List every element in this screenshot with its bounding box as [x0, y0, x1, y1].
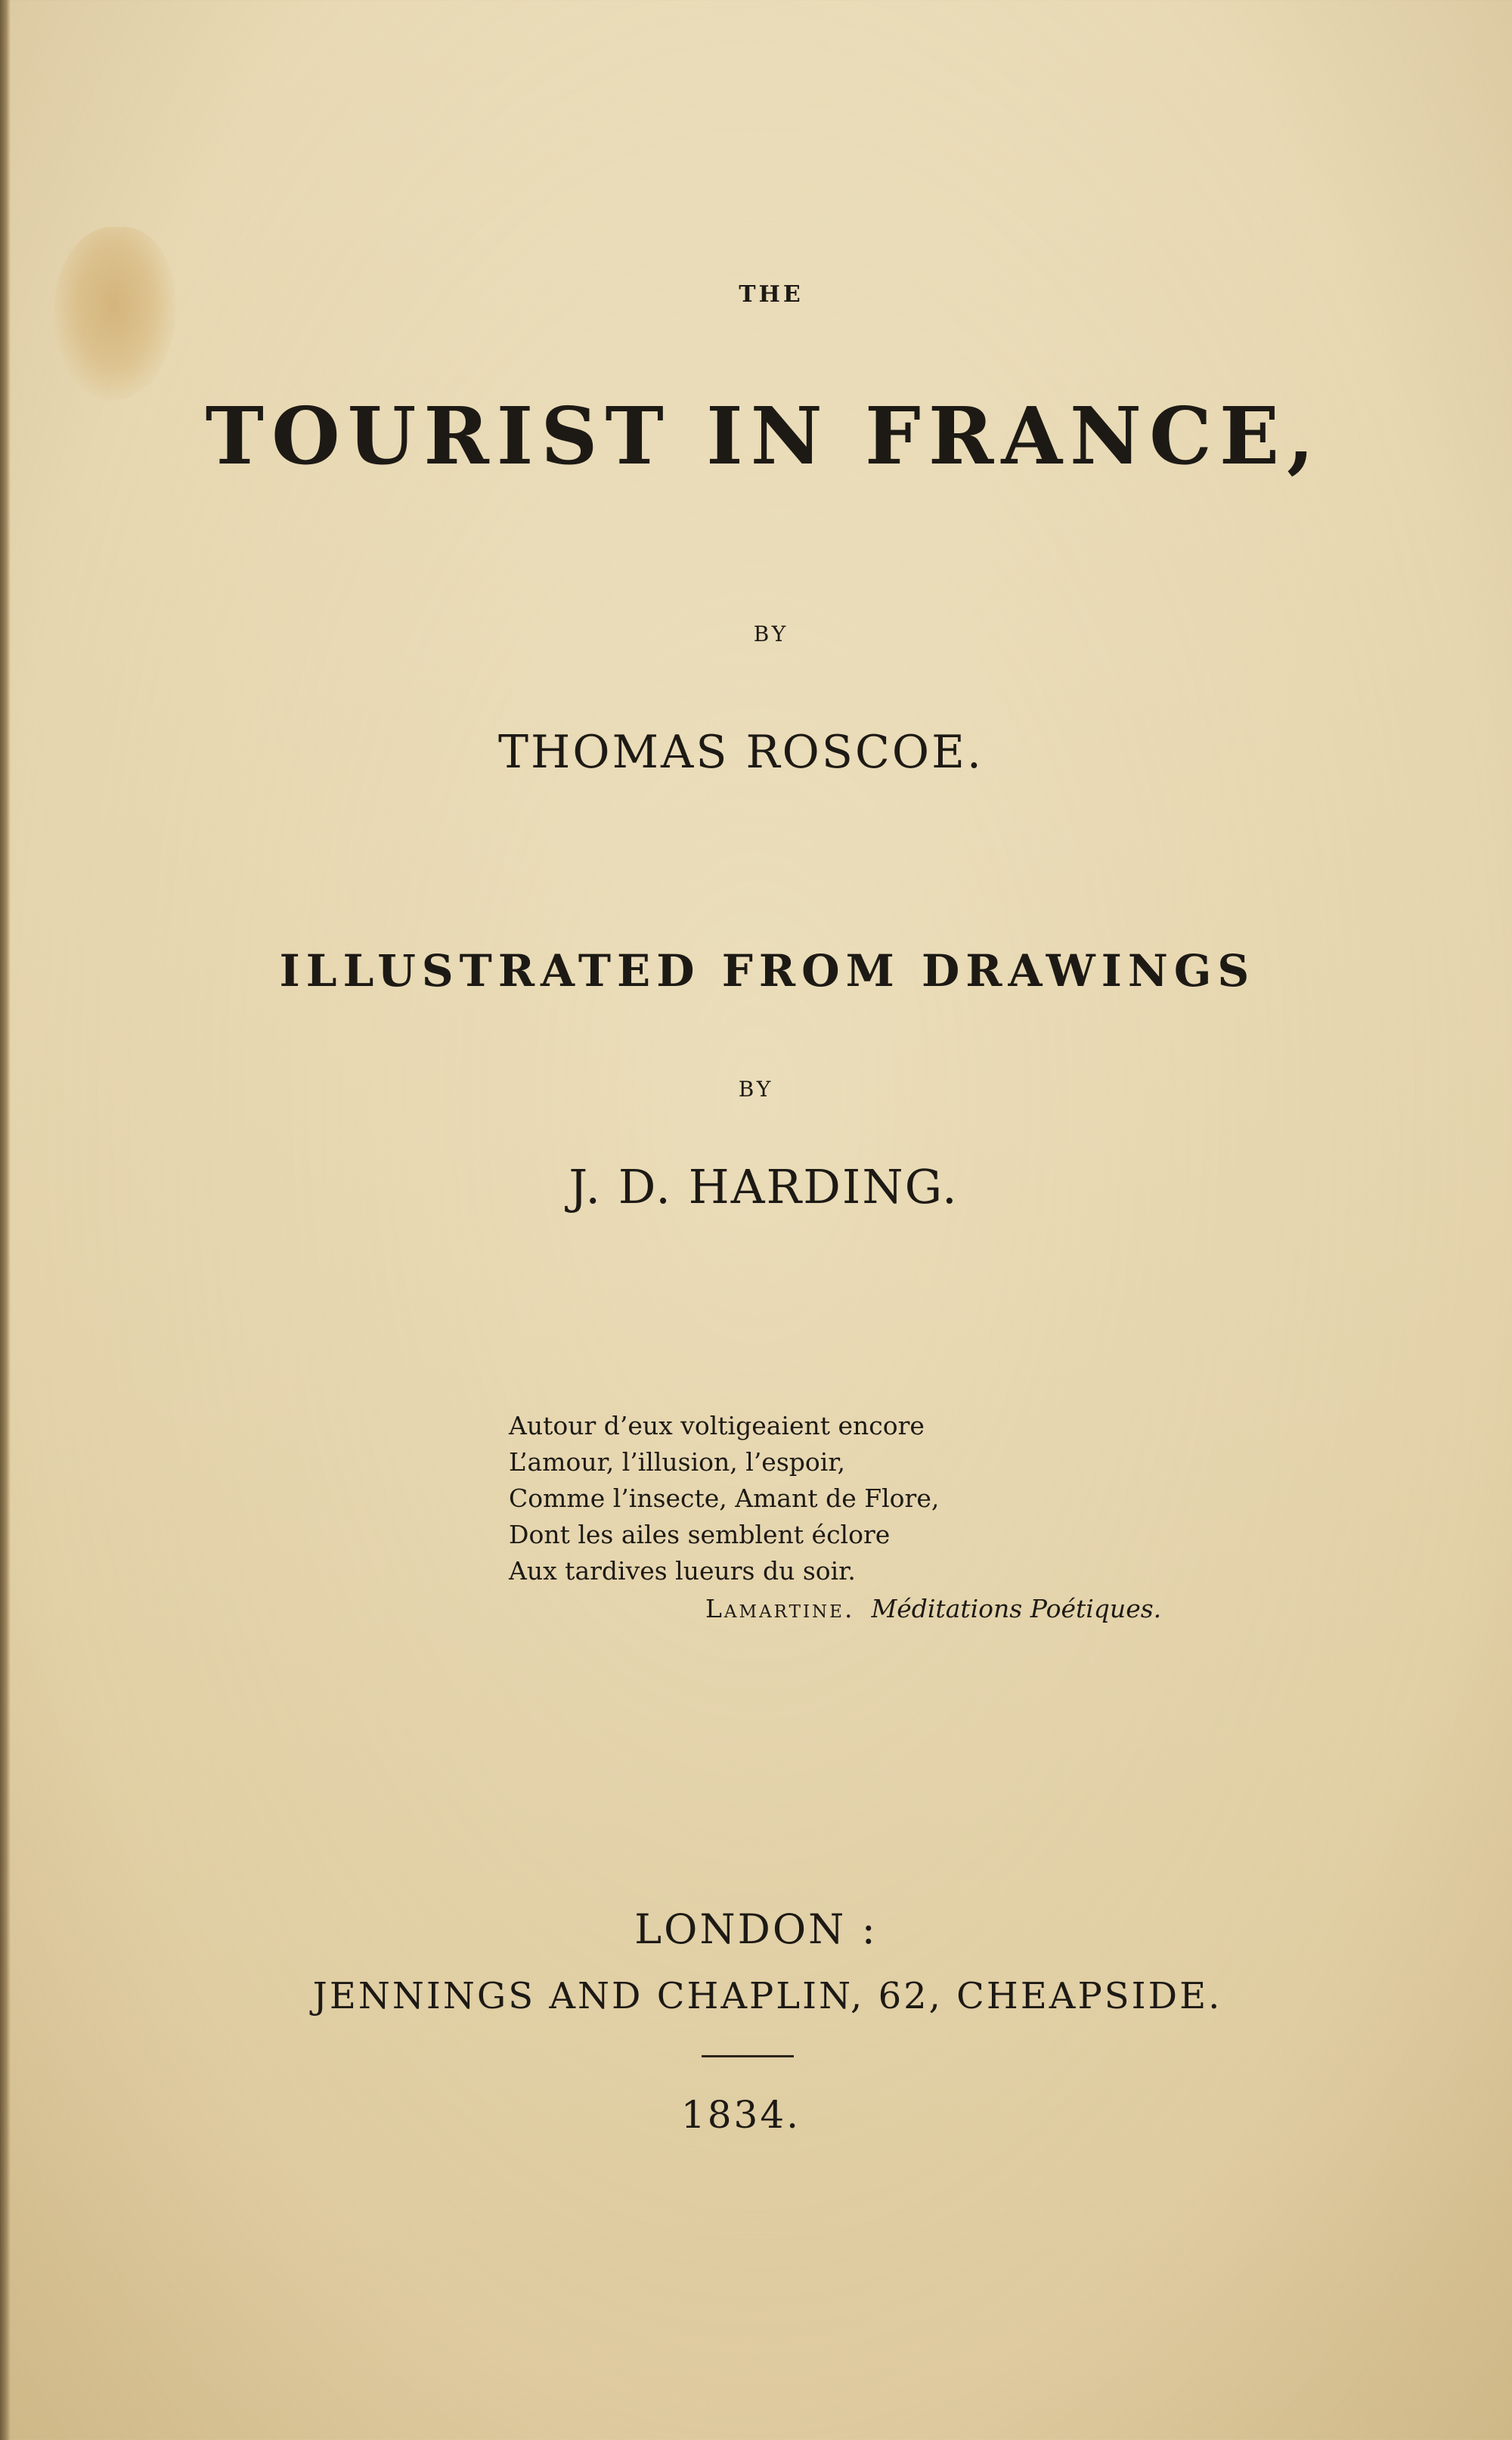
paper-stain [54, 227, 175, 401]
epigraph [509, 1408, 939, 1589]
epigraph-attribution [705, 1594, 1161, 1623]
imprint-year: 1834. [680, 2093, 801, 2137]
epigraph-line: Comme l’insecte, Amant de Flore, [509, 1484, 940, 1513]
divider-rule [702, 2055, 794, 2057]
attribution-work: Méditations Poétiques. [871, 1594, 1162, 1623]
epigraph-line: L’amour, l’illusion, l’espoir, [509, 1447, 845, 1477]
illustrated-line: ILLUSTRATED FROM DRAWINGS [279, 945, 1256, 997]
epigraph-line: Aux tardives lueurs du soir. [509, 1556, 856, 1586]
attribution-author: Lamartine. [705, 1594, 855, 1623]
imprint-publisher: JENNINGS AND CHAPLIN, 62, CHEAPSIDE. [312, 1975, 1222, 2017]
by-artist-label: BY [738, 1077, 774, 1102]
artist-name: J. D. HARDING. [569, 1159, 959, 1214]
author-name: THOMAS ROSCOE. [498, 726, 984, 779]
epigraph-line: Dont les ailes semblent éclore [509, 1520, 891, 1549]
epigraph-line: Autour d’eux voltigeaient encore [509, 1411, 925, 1440]
book-title: TOURIST IN FRANCE, [205, 389, 1322, 482]
imprint-city: LONDON : [634, 1905, 878, 1953]
title-article: THE [739, 281, 804, 308]
by-author-label: BY [753, 622, 789, 646]
page-edge-shadow [0, 0, 11, 2440]
